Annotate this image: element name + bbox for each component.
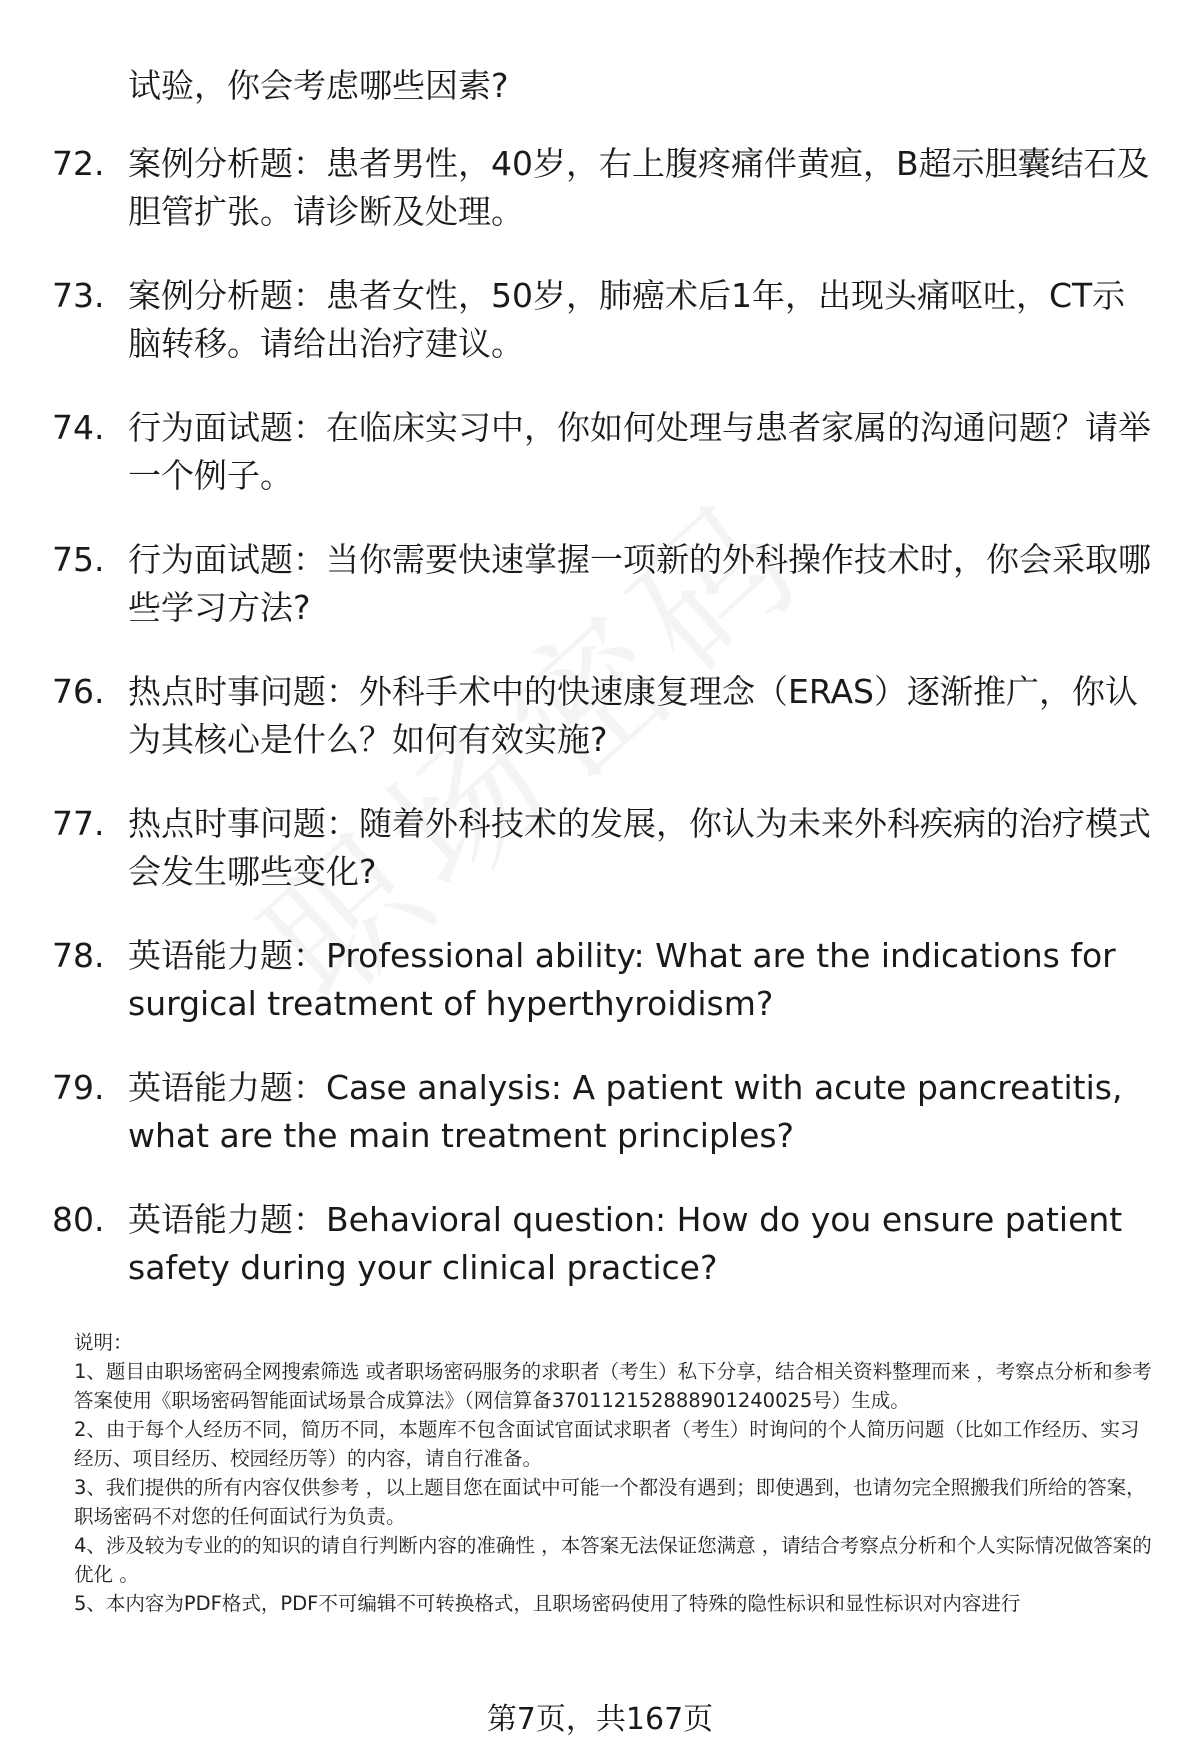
question-text: 热点时事问题：外科手术中的快速康复理念（ERAS）逐渐推广，你认为其核心是什么？如何有效实施? xyxy=(128,672,1138,759)
question-number: 79. xyxy=(52,1068,105,1107)
question-item xyxy=(0,800,1200,932)
question-item xyxy=(0,404,1200,536)
question-text: 案例分析题：患者女性，50岁，肺癌术后1年，出现头痛呕吐，CT示脑转移。请给出治疗建议。 xyxy=(128,276,1126,363)
notes-section xyxy=(74,1328,1154,1618)
question-item xyxy=(0,1064,1200,1196)
note-item: 5、本内容为PDF格式，PDF不可编辑不可转换格式，且职场密码使用了特殊的隐性标识和显性标识对内容进行 xyxy=(74,1592,1021,1615)
question-number: 73. xyxy=(52,276,105,315)
question-number: 78. xyxy=(52,936,105,975)
question-text: 行为面试题：在临床实习中，你如何处理与患者家属的沟通问题？请举一个例子。 xyxy=(128,408,1151,495)
note-item: 2、由于每个人经历不同，简历不同，本题库不包含面试官面试求职者（考生）时询问的个人简历问题（比如工作经历、实习经历、项目经历、校园经历等）的内容，请自行准备。 xyxy=(74,1418,1140,1470)
question-number: 77. xyxy=(52,804,105,843)
question-text: 案例分析题：患者男性，40岁，右上腹疼痛伴黄疸，B超示胆囊结石及胆管扩张。请诊断及处理。 xyxy=(128,144,1150,231)
question-list xyxy=(0,140,1200,1328)
question-item xyxy=(0,668,1200,800)
question-item xyxy=(0,536,1200,668)
question-text: 英语能力题：Behavioral question: How do you ensure patient safety during your clinical practice? xyxy=(128,1200,1123,1287)
page-number: 第7页，共167页 xyxy=(486,1702,714,1737)
notes-title: 说明： xyxy=(74,1331,133,1354)
note-item: 1、题目由职场密码全网搜索筛选 或者职场密码服务的求职者（考生）私下分享，结合相关资料整理而来 ，考察点分析和参考答案使用《职场密码智能面试场景合成算法》（网信算备370112152888901240025号）生成。 xyxy=(74,1360,1152,1412)
question-text: 英语能力题：Professional ability: What are the indications for surgical treatment of hyperthyroidism? xyxy=(128,936,1116,1023)
question-number: 80. xyxy=(52,1200,105,1239)
question-item xyxy=(0,932,1200,1064)
question-item xyxy=(0,1196,1200,1328)
note-item: 4、涉及较为专业的的知识的请自行判断内容的准确性 ，本答案无法保证您满意 ，请结合考察点分析和个人实际情况做答案的优化 。 xyxy=(74,1534,1152,1586)
question-item xyxy=(0,272,1200,404)
question-continuation: 试验，你会考虑哪些因素? xyxy=(128,66,509,105)
question-text: 行为面试题：当你需要快速掌握一项新的外科操作技术时，你会采取哪些学习方法? xyxy=(128,540,1151,627)
question-number: 72. xyxy=(52,144,105,183)
question-text: 热点时事问题：随着外科技术的发展，你认为未来外科疾病的治疗模式会发生哪些变化? xyxy=(128,804,1151,891)
question-text: 英语能力题：Case analysis: A patient with acute pancreatitis, what are the main treatment principles? xyxy=(128,1068,1123,1155)
question-item xyxy=(0,140,1200,272)
question-number: 75. xyxy=(52,540,105,579)
note-item: 3、我们提供的所有内容仅供参考 ，以上题目您在面试中可能一个都没有遇到；即使遇到，也请勿完全照搬我们所给的答案，职场密码不对您的任何面试行为负责。 xyxy=(74,1476,1146,1528)
question-number: 76. xyxy=(52,672,105,711)
question-number: 74. xyxy=(52,408,105,447)
